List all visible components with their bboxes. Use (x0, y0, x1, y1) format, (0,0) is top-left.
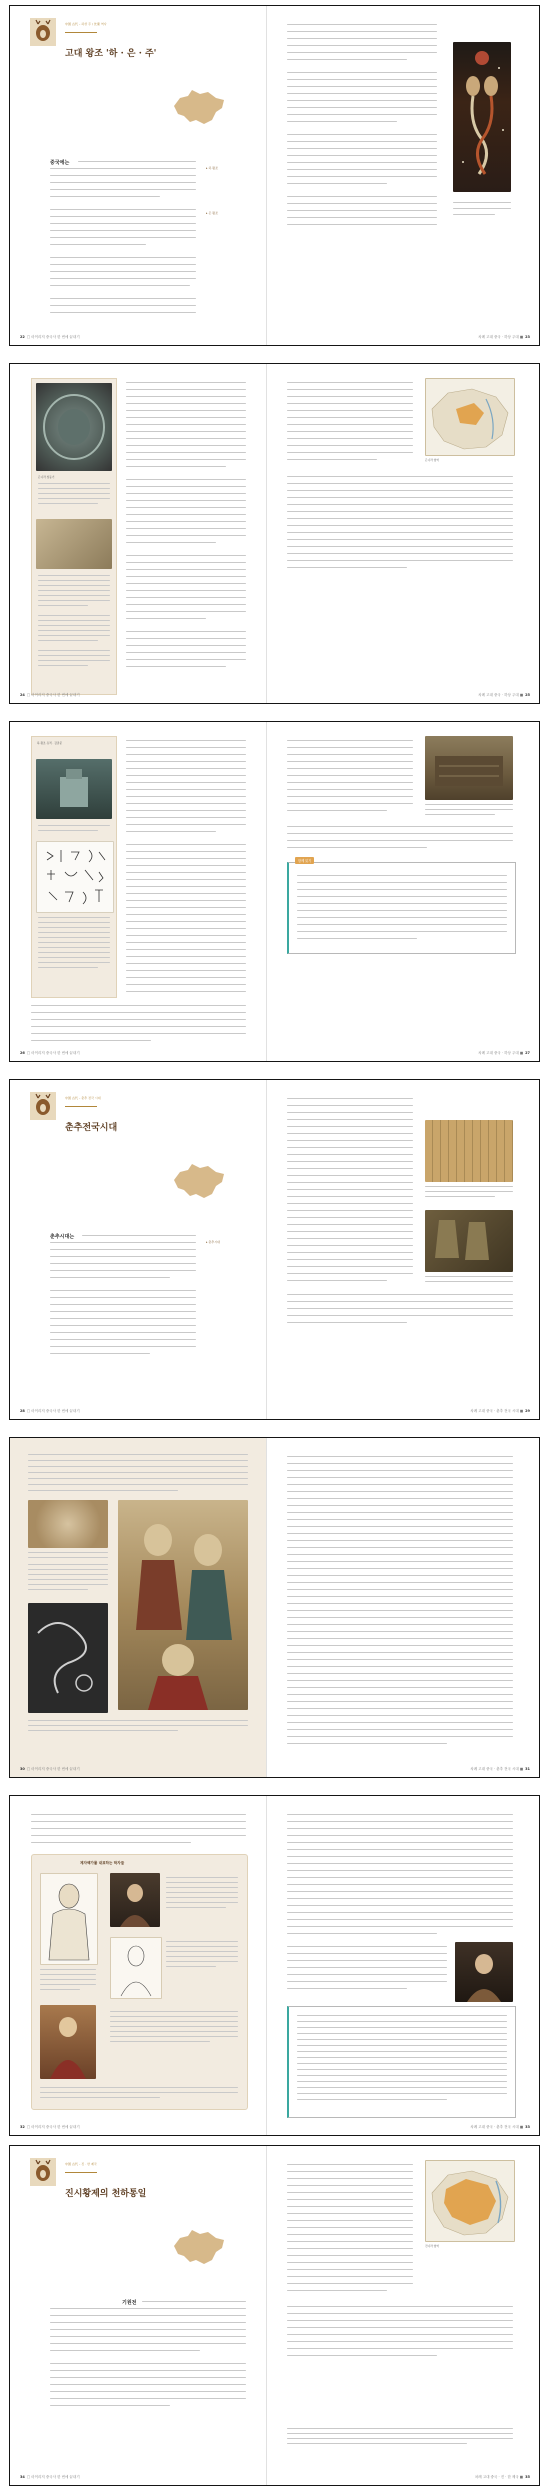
photo-caption: 은나라 청동기 (38, 475, 55, 479)
chapter-title: 진시황제의 천하통일 (65, 2189, 147, 2199)
right-page (267, 1080, 540, 1419)
oracle-bone-photo (36, 519, 112, 569)
book-spread-1 (9, 5, 540, 346)
running-footer: 차례 고대 중국 · 하상 주대 ■ 27 (478, 1051, 530, 1055)
deer-emblem-icon (30, 1092, 56, 1120)
excavation-photo (425, 736, 513, 800)
book-spread-4 (9, 1079, 540, 1420)
qin-territory-map (425, 2160, 515, 2242)
reading-box (287, 2006, 516, 2118)
territory-map (425, 378, 515, 456)
map-caption: 은나라 영역 (425, 458, 439, 462)
dropcap: 춘추시대는 (50, 1234, 75, 1240)
book-spread-3 (9, 721, 540, 1062)
photo-caption: 하 왕조 유적 · 갑골문 (37, 741, 63, 745)
running-footer: 차례 고대 중국 · 춘추 전국 시대 ■ 31 (470, 1767, 530, 1771)
deer-emblem-icon (30, 18, 56, 46)
scholar-portrait (110, 1873, 160, 1927)
map-caption: 진나라 영역 (425, 2244, 439, 2248)
tag-underline (65, 2166, 97, 2173)
confucius-portrait (40, 1873, 98, 1965)
book-spread-2 (9, 363, 540, 704)
right-page (267, 2146, 540, 2485)
left-page (10, 1080, 266, 1419)
running-footer: 차례 고대 중국 · 춘추 전국 시대 ■ 33 (470, 2125, 530, 2129)
book-spread-7 (9, 2145, 540, 2486)
fuxi-nuwa-painting (453, 42, 511, 192)
margin-note: ▸ 하 왕조 (206, 166, 219, 170)
artifact-photo (36, 759, 112, 819)
coins-photo (425, 1210, 513, 1272)
running-footer: 22 □ 마이리저 중국사 한 번에 끝내기 (20, 335, 80, 339)
section-label: 함께 읽기 (295, 857, 314, 864)
left-page (10, 1796, 266, 2135)
right-page (267, 1438, 540, 1777)
running-footer: 30 □ 마이리저 중국사 한 번에 끝내기 (20, 1767, 80, 1771)
portrait-photo (455, 1942, 513, 2002)
figurine-photo (28, 1500, 108, 1548)
tag-underline (65, 1100, 97, 1107)
bamboo-slips-photo (425, 1120, 513, 1182)
running-footer: 차례 고대 중국 · 진 · 한 제국 ■ 35 (474, 2475, 530, 2479)
left-page (10, 722, 266, 1061)
deer-emblem-icon (30, 2158, 56, 2186)
running-footer: 차례 고대 중국 · 하상 주대 ■ 23 (478, 335, 530, 339)
chapter-tag: 中国 古代 – 춘추 전국 시대 (65, 1096, 101, 1100)
china-map-icon (170, 2228, 228, 2266)
chapter-tag: 中国 古代 – 진 · 한 제국 (65, 2162, 97, 2166)
photo-sidebar (31, 736, 117, 998)
book-spread-6 (9, 1795, 540, 2136)
running-footer: 차례 고대 중국 · 하상 주대 ■ 25 (478, 693, 530, 697)
chapter-title: 고대 왕조 '하 · 은 · 주' (65, 49, 157, 59)
running-footer: 26 □ 마이리저 중국사 한 번에 끝내기 (20, 1051, 80, 1055)
oracle-script-photo (36, 841, 114, 913)
scholars-box (31, 1854, 248, 2110)
mural-painting (118, 1500, 248, 1710)
dropcap: 기원전 (122, 2300, 137, 2306)
margin-note: ▸ 춘추시대 (206, 1240, 221, 1244)
left-page (10, 364, 266, 703)
photo-sidebar (31, 378, 117, 695)
left-page (10, 1438, 266, 1777)
right-page (267, 364, 540, 703)
left-page (10, 2146, 266, 2485)
right-page (267, 1796, 540, 2135)
margin-note: ▸ 은 왕조 (206, 211, 219, 215)
right-page (267, 722, 540, 1061)
box-title: 제자백가를 대표하는 학자들 (80, 1861, 125, 1865)
running-footer: 24 □ 마이리저 중국사 한 번에 끝내기 (20, 693, 80, 697)
running-footer: 34 □ 마이리저 중국사 한 번에 끝내기 (20, 2475, 80, 2479)
scholar-sketch (110, 1937, 162, 1999)
book-spread-5 (9, 1437, 540, 1778)
china-map-icon (170, 88, 228, 126)
dropcap: 중국에는 (50, 160, 70, 166)
bronze-vessel-photo (36, 383, 112, 471)
scholar-painting (40, 2005, 96, 2079)
left-page (10, 6, 266, 345)
running-footer: 28 □ 마이리저 중국사 한 번에 끝내기 (20, 1409, 80, 1413)
running-footer: 차례 고대 중국 · 춘추 전국 시대 ■ 29 (470, 1409, 530, 1413)
rubbing-print (28, 1603, 108, 1713)
tag-underline (65, 26, 97, 33)
reading-box (287, 859, 516, 954)
chapter-tag: 中国 古代 – 하상 주 / 先秦 역사 (65, 22, 107, 26)
running-footer: 32 □ 마이리저 중국사 한 번에 끝내기 (20, 2125, 80, 2129)
right-page (267, 6, 540, 345)
china-map-icon (170, 1162, 228, 1200)
chapter-title: 춘추전국시대 (65, 1123, 118, 1133)
